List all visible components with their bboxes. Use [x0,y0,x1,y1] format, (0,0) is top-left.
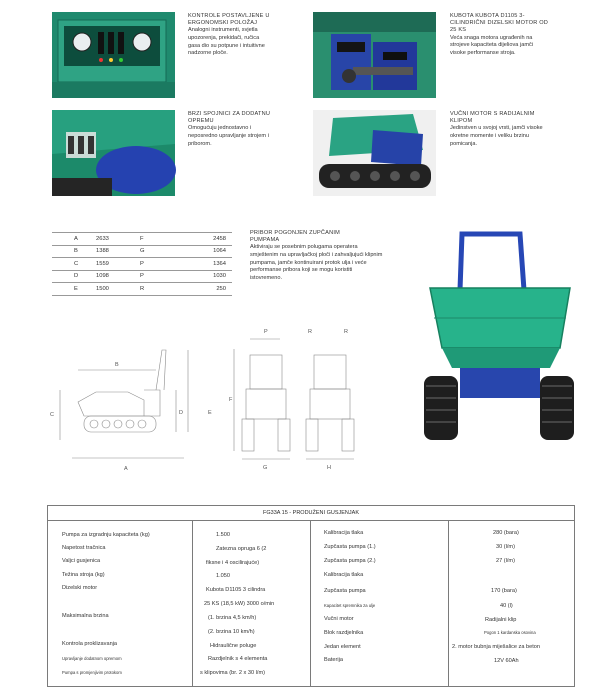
diagram-label-b: B [115,362,119,368]
feature-traction-caption [450,111,580,148]
table-row: C 1559 P 1364 [52,258,232,271]
spec-right-label: Vučni motor [324,616,354,622]
spec-table [47,505,575,687]
feature-engine-title: KUBOTA KUBOTA D1105 3- CILINDRIČNI DIZELSKI MOTOR OD 25 KS [450,13,549,34]
table-row: A 2633 F 2458 [52,233,232,246]
spec-right-label: Kalibracija tlaka [324,530,364,536]
technical-drawing-rear [300,325,360,475]
table-row: E 1500 R 250 [52,283,232,296]
diagram-label-c: C [50,412,54,418]
feature-couplers-title: BRZI SPOJNICI ZA DODATNU OPREMU [188,111,271,125]
spec-left-label: Valjci gusjenica [62,558,101,564]
spec-right-label: Jedan element [324,644,361,650]
spec-left-label: Maksimalna brzina [62,613,109,619]
spec-left-label: Pumpa za izgradnju kapaciteta (kg) [62,532,150,538]
photo-tracked-dumper [420,228,578,444]
spec-divider [192,520,193,686]
feature-traction-text: Jedinstven u svojoj vrsti, jamči visoke okretne momente i veliku brzinu pomicanja. [450,125,543,147]
technical-drawing-side [48,330,238,475]
spec-right-label: Kalibracija tlaka [324,572,364,578]
feature-engine-text: Veća snaga motora ugrađenih na strojeve kapaciteta dijeliova jamči visoke performanse stroja. [450,34,534,56]
pump-title: PRIBOR POGONJEN ZUPČANIM PUMPAMA [250,230,340,244]
table-row: B 1388 G 1064 [52,245,232,258]
spec-left-value: fiksne i 4 oscilirajuće) [206,560,260,566]
spec-left-label: Kontrola proklizavanja [62,641,118,647]
spec-left-value: s klipovima (br. 2 x 30 l/m) [200,670,265,676]
spec-right-label: Zupčasta pumpa (1.) [324,544,376,550]
spec-right-label: Baterija [324,657,343,663]
spec-divider [448,520,449,686]
spec-left-label: Napetost tračnica [62,545,106,551]
feature-traction-title: VUČNI MOTOR S RADIJALNIM KLIPOM [450,111,535,125]
spec-right-label: Kapacitet spremnika za ulje [324,603,376,608]
spec-right-label: Blok razdjelnika [324,630,364,636]
spec-title: FG33A 15 - PRODUŽENI GUSJENJAK [48,506,574,521]
spec-right-value: 12V 60Ah [494,658,519,664]
spec-right-value: 40 (l) [500,603,513,609]
table-row: D 1098 P 1030 [52,270,232,283]
spec-right-value: Radijalni klip [485,617,517,623]
spec-left-value: (2. brzina 10 km/h) [208,629,255,635]
pump-caption [250,230,425,282]
diagram-label-e: E [208,410,212,416]
diagram-label-p: P [264,329,268,335]
feature-couplers-text: Omogućuju jednostavno i neposredno upravljanje strojem i priborom. [188,125,269,147]
photo-traction-motor [313,110,436,196]
diagram-label-f: F [229,397,233,403]
spec-left-value: Hidraulične poluge [210,643,257,649]
spec-right-value: 170 (bara) [491,588,517,594]
diagram-label-r-left: R [308,329,312,335]
dimensions-table [52,232,232,296]
feature-engine-caption [450,13,570,57]
spec-left-label: Upravljanje dodatnom opremom [62,656,122,661]
spec-left-value: (1. brzina 4,5 km/h) [208,615,257,621]
spec-divider [310,520,311,686]
spec-right-value: 280 (bara) [493,530,519,536]
spec-left-value: Kubota D1105 3 cilindra [206,587,266,593]
diagram-label-d: D [179,410,183,416]
spec-left-value: Zatezna opruga 6 (2 [216,546,267,552]
diagram-label-r-right: R [344,329,348,335]
photo-kubota-engine [313,12,436,98]
diagram-label-h: H [327,465,331,471]
spec-right-label: Zupčasta pumpa [324,588,366,594]
diagram-label-g: G [263,465,268,471]
feature-couplers-caption [188,111,298,148]
technical-drawing-front [230,325,305,475]
spec-left-label: Pumpa s promjenjivim protokom [62,670,122,675]
photo-quick-couplers [52,110,175,196]
spec-right-value: 30 (l/m) [496,544,515,550]
feature-controls-caption [188,13,298,58]
pump-text: Aktiviraju se posebnim polugama operatera smještenim na upravljačkoj ploči i zahvaljujući klipnim pumpama, jamče kontinuirani protok ulja i veće performanse pribora koji se mogu koristiti istovremeno. [250,244,383,281]
feature-controls-title: KONTROLE POSTAVLJENE U ERGONOMSKI POLOŽAJ [188,13,270,27]
spec-left-value: 1.500 [216,532,230,538]
spec-right-value: 27 (l/m) [496,558,515,564]
spec-left-value: 1.050 [216,573,230,579]
diagram-label-a: A [124,466,128,472]
spec-right-value: Pogon 1 kardanska osovina [484,630,536,635]
spec-left-value: Razdjelnik s 4 elementa [208,656,268,662]
photo-controls-panel [52,12,175,98]
spec-left-label: Težina stroja (kg) [62,572,105,578]
spec-left-label: Dizelski motor [62,585,98,591]
feature-controls-text: Analogni instrumenti, svjetla upozorenja, prekidači, ručica gasa dio su potpune i intuitivne nadzorne ploče. [188,27,265,57]
spec-left-value: 25 KS (18,5 kW) 3000 o/min [204,601,275,607]
spec-right-value: 2. motor bubnja miješalice za beton [452,644,540,650]
spec-right-label: Zupčasta pumpa (2.) [324,558,376,564]
